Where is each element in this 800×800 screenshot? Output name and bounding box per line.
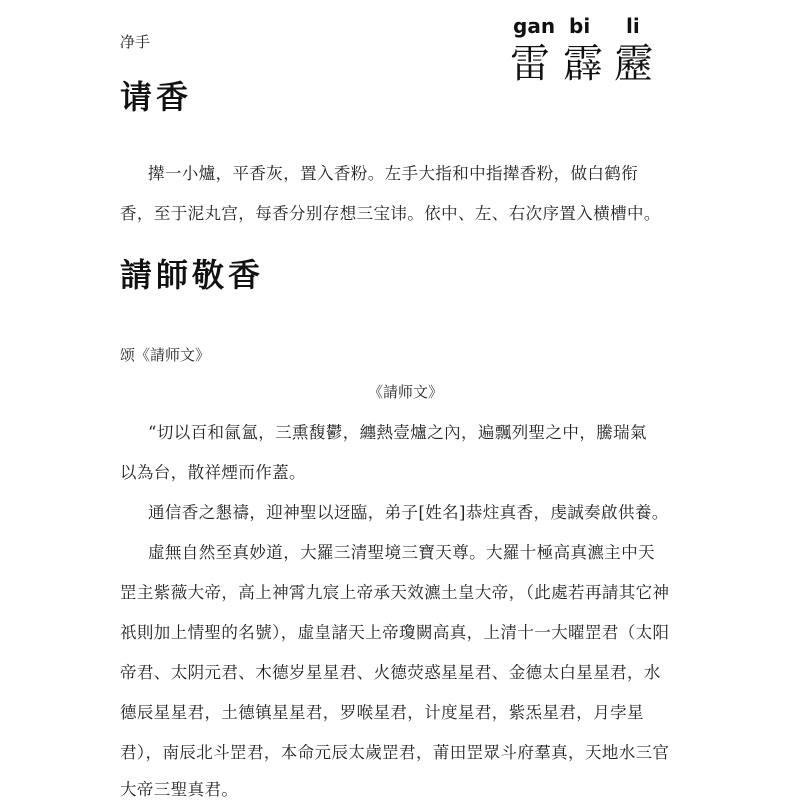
paragraph-line: 虛無自然至真妙道，大羅三清聖境三寶天尊。大羅十極高真瀌主中天	[148, 543, 655, 562]
paragraph-line: 大帝三聖真君。	[120, 780, 239, 799]
section-heading-invite-master: 請師敬香	[120, 256, 265, 294]
top-label: 净手	[120, 33, 151, 51]
paragraph-line: 香，至于泥丸宫，每香分别存想三宝讳。依中、左、右次序置入横槽中。	[120, 204, 661, 223]
pinyin-gan: gan	[513, 14, 556, 38]
glyph-bi: 霹	[563, 41, 603, 87]
text-title: 《請师文》	[368, 383, 444, 401]
paragraph-line: 帝君、太阴元君、木德岁星星君、火德荧惑星星君、金德太白星星君，水	[120, 663, 661, 682]
paragraph-line: 通信香之懇禱，迎神聖以迓臨，弟子[姓名]恭炷真香，虔誠奏啟供養。	[148, 503, 669, 522]
pinyin-li: li	[626, 14, 640, 38]
glyph-gan: 雷	[510, 41, 550, 87]
paragraph-line: 罡主紫薇大帝，高上神霄九宸上帝承天效瀌土皇大帝，（此處若再請其它神	[120, 583, 670, 602]
recite-intro: 颂《請师文》	[120, 346, 211, 364]
paragraph-line: 以為台，散祥煙而作蓋。	[120, 463, 306, 482]
paragraph-line: 撵一小爐，平香灰，置入香粉。左手大指和中指撵香粉，做白鹤衔	[148, 164, 639, 183]
pinyin-bi: bi	[569, 14, 591, 38]
paragraph-line: 君），南辰北斗罡君，本命元辰太歲罡君，莆田罡眾斗府羣真，天地水三官	[120, 743, 670, 762]
paragraph-line: “切以百和氤氳，三熏馥鬱，纏熱壹爐之內，遍飄列聖之中，騰瑞氣	[148, 423, 647, 442]
section-heading-incense: 请香	[120, 78, 193, 116]
paragraph-line: 祇則加上情聖的名號），虛皇諸天上帝瓊闕高真，上清十一大曜罡君（太阳	[120, 623, 670, 642]
glyph-li: 靂	[614, 41, 654, 87]
paragraph-line: 德辰星星君，土德镇星星君，罗喉星君，计度星君，紫炁星君，月孛星	[120, 703, 644, 722]
